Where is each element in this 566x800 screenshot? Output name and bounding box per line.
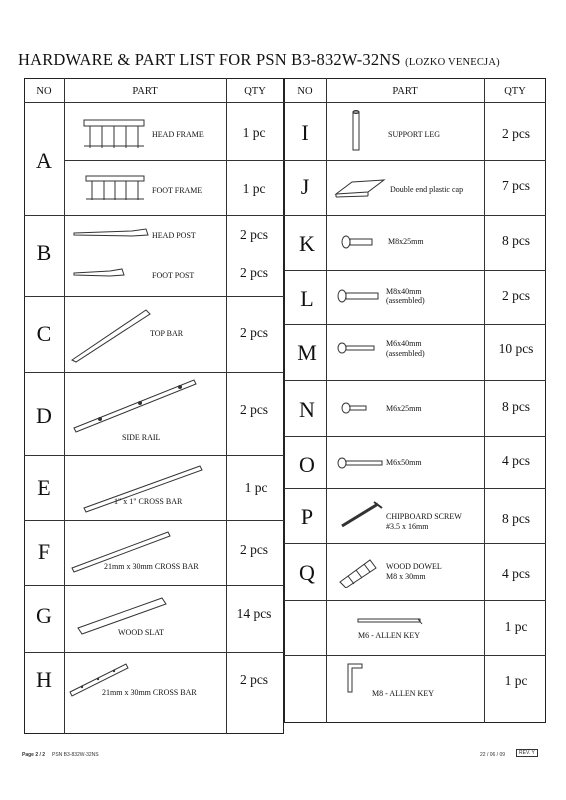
cross-bar-21x30-h-qty: 2 pcs	[239, 672, 269, 687]
side-rail-label: SIDE RAIL	[122, 433, 161, 442]
rev-box: REV. Y	[516, 749, 538, 757]
chipboard-screw-qty: 8 pcs	[501, 511, 531, 526]
part-letter-k: K	[299, 231, 315, 256]
head-post-drawing	[72, 226, 150, 240]
bolt-m6x25-qty: 8 pcs	[501, 399, 531, 414]
plastic-cap-qty: 7 pcs	[501, 178, 531, 193]
bolt-m6x40-note: (assembled)	[386, 349, 425, 358]
right-header-no: NO	[297, 86, 313, 97]
part-letter-p: P	[300, 504, 314, 529]
right-row-line	[284, 655, 546, 656]
left-row-line	[24, 215, 284, 216]
side-rail-qty: 2 pcs	[239, 402, 269, 417]
cross-bar-21x30-h-label: 21mm x 30mm CROSS BAR	[102, 688, 197, 697]
left-header-no: NO	[36, 86, 52, 97]
wood-dowel-drawing	[334, 554, 380, 588]
foot-frame-qty: 1 pc	[242, 181, 266, 196]
title-subtitle: (LOZKO VENECJA)	[405, 57, 500, 68]
part-letter-q: Q	[299, 560, 315, 585]
bolt-m8x40-drawing	[336, 288, 382, 304]
allen-key-m6-qty: 1 pc	[504, 619, 528, 634]
chipboard-screw-drawing	[338, 500, 384, 530]
part-letter-c: C	[36, 321, 52, 346]
cross-bar-21x30-f-label: 21mm x 30mm CROSS BAR	[104, 562, 199, 571]
right-col-divider-2	[484, 78, 485, 723]
foot-frame-label: FOOT FRAME	[152, 186, 203, 195]
part-letter-n: N	[299, 397, 315, 422]
part-letter-d: D	[36, 403, 52, 428]
bolt-m8x40-note: (assembled)	[386, 296, 425, 305]
footer-page: Page 2 / 2	[22, 752, 46, 758]
bolt-m8x25-drawing	[340, 234, 376, 250]
left-row-line	[24, 585, 284, 586]
bolt-m6x50-qty: 4 pcs	[501, 453, 531, 468]
cross-bar-1x1-drawing	[82, 462, 206, 514]
footer-date: 22 / 06 / 09	[480, 752, 506, 758]
part-letter-b: B	[36, 240, 52, 265]
right-row-line	[284, 600, 546, 601]
allen-key-m8-label: M8 - ALLEN KEY	[372, 689, 434, 698]
part-letter-j: J	[300, 174, 310, 199]
bolt-m6x50-drawing	[336, 455, 386, 471]
wood-slat-label: WOOD SLAT	[118, 628, 164, 637]
wood-slat-qty: 14 pcs	[236, 606, 272, 621]
right-header-line	[284, 102, 546, 103]
footer-rev	[516, 750, 538, 756]
footer-file: PSN B3-832W-32NS	[52, 752, 99, 758]
head-frame-drawing	[82, 116, 146, 150]
bolt-m8x40-qty: 2 pcs	[501, 288, 531, 303]
allen-key-m6-drawing	[356, 614, 426, 628]
bolt-m6x25-drawing	[340, 400, 370, 416]
bolt-m6x40-label: M6x40mm	[386, 339, 422, 348]
cross-bar-1x1-qty: 1 pc	[244, 480, 268, 495]
foot-frame-drawing	[84, 172, 146, 204]
cross-bar-1x1-label: 1" x 1" CROSS BAR	[114, 497, 183, 506]
allen-key-m8-drawing	[344, 660, 374, 696]
part-letter-h: H	[36, 667, 52, 692]
head-frame-qty: 1 pc	[242, 125, 266, 140]
left-row-line	[24, 296, 284, 297]
chipboard-screw-label: CHIPBOARD SCREW	[386, 512, 462, 521]
plastic-cap-drawing	[332, 176, 388, 198]
foot-post-drawing	[72, 266, 126, 280]
part-letter-f: F	[37, 539, 51, 564]
allen-key-m6-label: M6 - ALLEN KEY	[358, 631, 420, 640]
part-letter-a: A	[36, 148, 52, 173]
bolt-m8x25-label: M8x25mm	[388, 237, 424, 246]
bolt-m6x50-label: M6x50mm	[386, 458, 422, 467]
left-header-line	[24, 102, 284, 103]
bolt-m8x40-label: M8x40mm	[386, 287, 422, 296]
top-bar-label: TOP BAR	[150, 329, 184, 338]
support-leg-drawing	[348, 108, 364, 154]
left-header-qty: QTY	[244, 86, 266, 97]
part-letter-m: M	[297, 340, 317, 365]
part-letter-o: O	[299, 452, 315, 477]
bolt-m8x25-qty: 8 pcs	[501, 233, 531, 248]
wood-dowel-size: M8 x 30mm	[386, 572, 426, 581]
left-row-a-split	[64, 160, 284, 161]
part-letter-g: G	[36, 603, 52, 628]
foot-post-label: FOOT POST	[152, 271, 195, 280]
part-letter-i: I	[301, 120, 309, 145]
left-row-line	[24, 652, 284, 653]
chipboard-screw-size: #3.5 x 16mm	[386, 522, 429, 531]
cross-bar-21x30-f-qty: 2 pcs	[239, 542, 269, 557]
top-bar-drawing	[68, 304, 152, 364]
foot-post-qty: 2 pcs	[239, 265, 269, 280]
bolt-m6x40-qty: 10 pcs	[498, 341, 534, 356]
left-row-line	[24, 520, 284, 521]
wood-dowel-label: WOOD DOWEL	[386, 562, 442, 571]
right-row-line	[284, 380, 546, 381]
support-leg-qty: 2 pcs	[501, 126, 531, 141]
right-row-line	[284, 488, 546, 489]
allen-key-m8-qty: 1 pc	[504, 673, 528, 688]
right-row-line	[284, 543, 546, 544]
part-letter-l: L	[300, 286, 314, 311]
right-header-qty: QTY	[504, 86, 526, 97]
left-row-line	[24, 372, 284, 373]
plastic-cap-label: Double end plastic cap	[390, 185, 464, 194]
part-letter-e: E	[37, 475, 51, 500]
right-header-part: PART	[392, 86, 418, 97]
top-bar-qty: 2 pcs	[239, 325, 269, 340]
head-frame-label: HEAD FRAME	[152, 130, 204, 139]
side-rail-drawing	[70, 376, 200, 436]
head-post-qty: 2 pcs	[239, 227, 269, 242]
page-title	[18, 50, 500, 70]
right-row-line	[284, 270, 546, 271]
head-post-label: HEAD POST	[152, 231, 196, 240]
support-leg-label: SUPPORT LEG	[388, 130, 441, 139]
title-text: HARDWARE & PART LIST FOR PSN B3-832W-32NS	[18, 50, 401, 69]
wood-dowel-qty: 4 pcs	[501, 566, 531, 581]
left-row-line	[24, 455, 284, 456]
bolt-m6x40-drawing	[336, 340, 378, 356]
right-row-line	[284, 436, 546, 437]
right-row-line	[284, 324, 546, 325]
right-row-line	[284, 215, 546, 216]
left-header-part: PART	[132, 86, 158, 97]
bolt-m6x25-label: M6x25mm	[386, 404, 422, 413]
right-row-line	[284, 160, 546, 161]
